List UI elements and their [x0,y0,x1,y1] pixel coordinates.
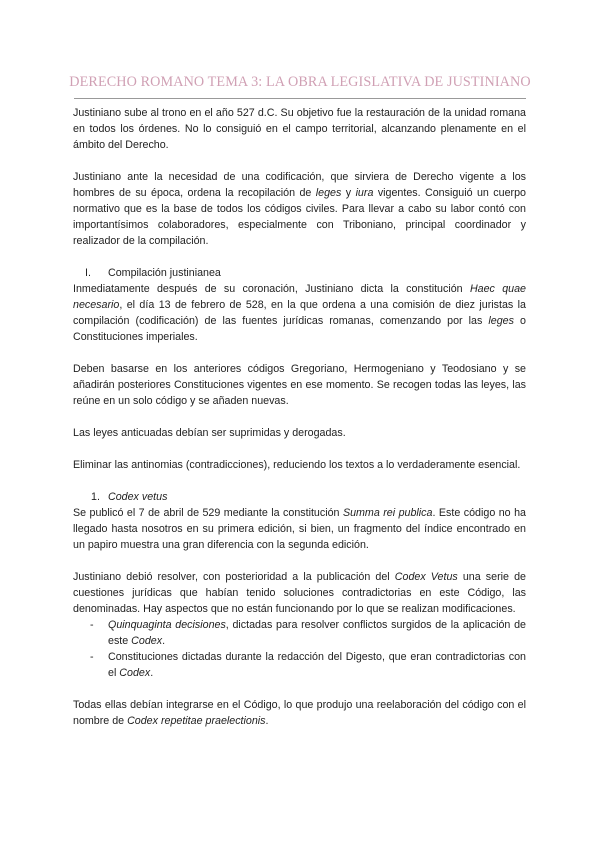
text-run: , dictadas para resolver conflictos surgidos de la aplicación de este [108,619,526,647]
text-run: y [341,187,356,199]
subsection-1-paragraph-3 [73,697,526,729]
text-run: Se publicó el 7 de abril de 529 mediante la constitución [73,507,343,519]
document-body [73,105,526,745]
constitution-name: Haec quae necesario [73,283,526,311]
section-1-paragraph-2: Deben basarse en los anteriores códigos Gregoriano, Hermogeniano y Teodosiano y se añadirán posteriores Constituciones vigentes en ese momento. Se recogen todas las leyes, las reúne en un solo código y se añaden nuevas. [73,363,526,407]
section-1-paragraph-4: Eliminar las antinomias (contradicciones), reduciendo los textos a lo verdaderamente esencial. [73,459,521,471]
codex-name: Codex repetitae praelectionis [127,715,266,727]
section-number: I. [85,267,91,279]
codex-name: Codex [119,667,151,679]
text-run: . [162,635,166,647]
text-run: Constituciones dictadas durante la redacción del Digesto, que eran contradictorias con el [108,651,526,679]
text-run: una serie de cuestiones jurídicas que habían tenido soluciones contradictorias en este Código, las denominadas. Hay aspectos que no están funcionando por lo que se realizan modificaciones. [73,571,526,615]
dash-marker: - [90,619,94,631]
text-run: Justiniano ante la necesidad de una codificación, que sirviera de Derecho vigente a los hombres de su época, ordena la recopilación de [73,171,526,199]
document-title: DERECHO ROMANO TEMA 3: LA OBRA LEGISLATIVA DE JUSTINIANO [69,74,531,90]
list-item-text [108,617,526,649]
text-run: Justiniano debió resolver, con posterioridad a la publicación del [73,571,395,583]
constitution-name: Summa rei publica [342,507,433,519]
intro-paragraph-2 [73,169,526,249]
term-iura: iura [355,187,374,199]
text-run: Inmediatamente después de su coronación, Justiniano dicta la constitución [73,283,470,295]
text-run: , el día 13 de febrero de 528, en la que ordena a una comisión de diez juristas la compilación (codificación) de las fuentes jurídicas romanas, comenzando por las [73,299,526,327]
subsection-number: 1. [91,491,100,503]
subsection-1-paragraph-1 [73,505,526,553]
subsection-1-paragraph-2 [73,569,526,617]
term-leges: leges [488,315,514,327]
codex-name: Codex [131,635,163,647]
text-run: o Constituciones imperiales. [73,315,526,343]
section-1-paragraph-3: Las leyes anticuadas debían ser suprimidas y derogadas. [73,427,346,439]
section-title: Compilación justinianea [108,267,221,279]
decisiones-name: Quinquaginta decisiones [108,619,226,631]
text-run: . [150,667,154,679]
text-run: . Este código no ha llegado hasta nosotros en su primera edición, si bien, un fragmento del índice encontrado en un papiro muestra una gran diferencia con la segunda edición. [73,507,526,551]
subsection-title: Codex vetus [108,491,168,503]
list-item-text [108,649,526,681]
intro-paragraph-1: Justiniano sube al trono en el año 527 d.C. Su objetivo fue la restauración de la unidad romana en todos los órdenes. No lo consiguió en el campo territorial, alcanzando plenamente en el ámbito del Derecho. [73,107,526,151]
text-run: vigentes. Consiguió un cuerpo normativo que es la base de todos los códigos civiles. Para llevar a cabo su labor contó con importantísimos colaboradores, especialmente con Triboniano, principal coordinador y realizador de la compilación. [73,187,526,247]
text-run: Todas ellas debían integrarse en el Código, lo que produjo una reelaboración del código con el nombre de [73,699,526,727]
codex-name: Codex Vetus [394,571,458,583]
section-1-heading [73,265,526,281]
text-run: . [265,715,269,727]
subsection-1-heading [73,489,526,505]
bullet-list [73,617,526,681]
list-item [73,617,526,649]
title-divider [74,98,526,99]
dash-marker: - [90,651,94,663]
section-1-paragraph-1 [73,281,526,345]
term-leges: leges [315,187,342,199]
list-item [73,649,526,681]
